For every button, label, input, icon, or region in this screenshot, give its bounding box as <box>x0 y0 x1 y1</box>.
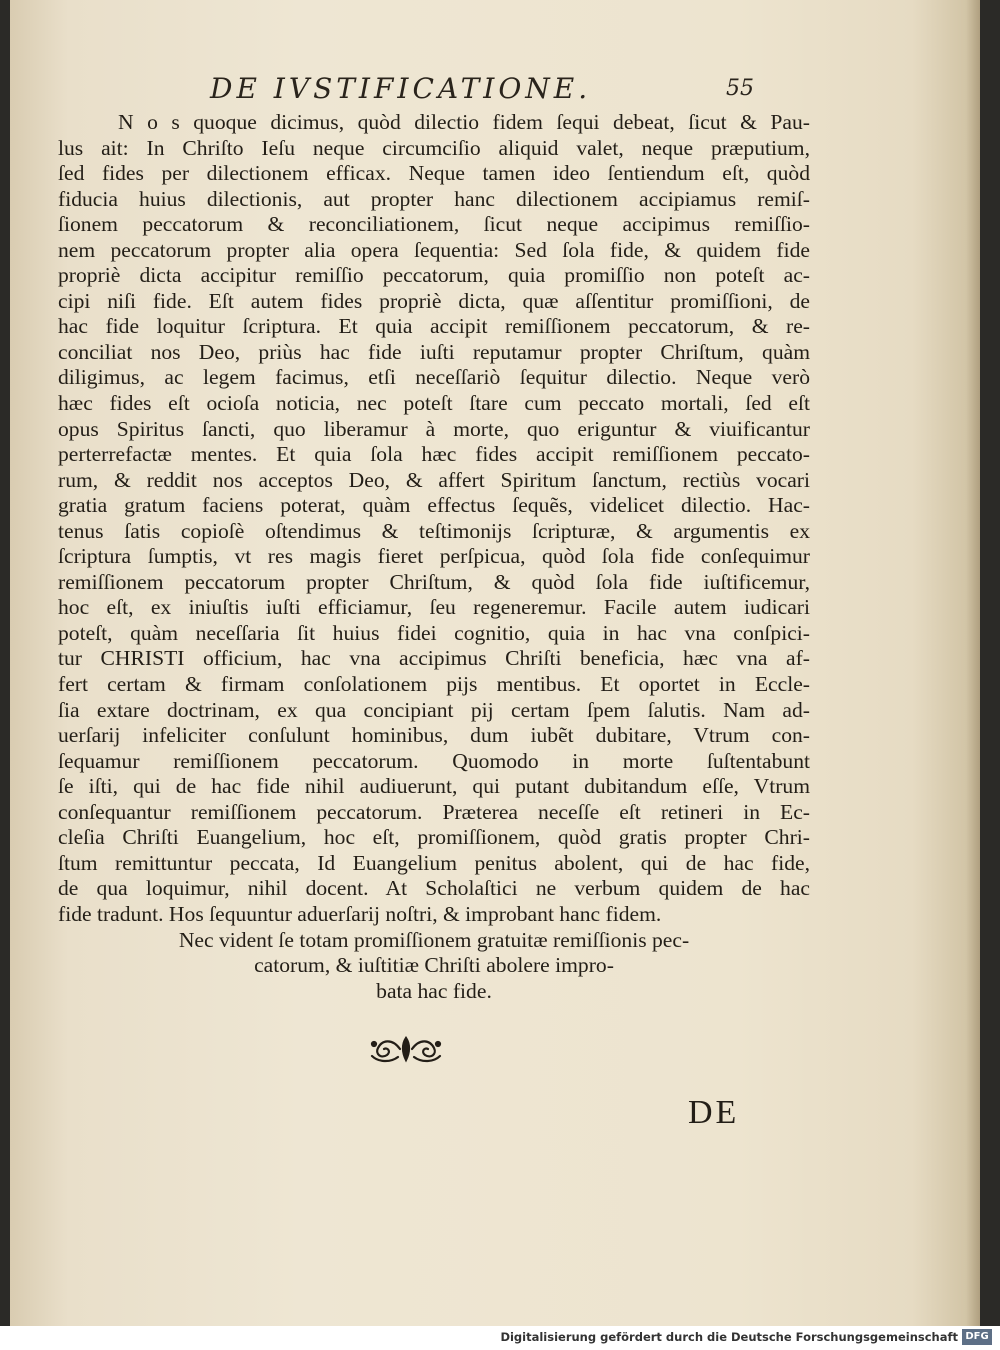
text-line: rum, & reddit nos acceptos Deo, & affert Spiritum ſanctum, rectiùs vocari <box>58 467 810 492</box>
text-line: poteſt, quàm neceſſaria ſit huius fidei cognitio, quia in hac vna conſpici- <box>58 620 810 645</box>
page-edge-shadow <box>966 0 980 1326</box>
text-line: conſequantur remiſſionem peccatorum. Præterea neceſſe eſt retineri in Ec- <box>58 799 810 824</box>
text-line: cipi niſi fide. Eſt autem fides propriè dicta, quæ aſſentitur promiſſioni, de <box>58 288 810 313</box>
text-line: fert certam & firmam conſolationem pijs mentibus. Et oportet in Eccle- <box>58 672 810 697</box>
text-line: gratia gratum faciens poterat, quàm effectus ſequẽs, videlicet dilectio. Hac- <box>58 493 810 518</box>
text-line: propriè dicta accipitur remiſſio peccatorum, quia promiſſio non poteſt ac- <box>58 263 810 288</box>
text-line-taper: catorum, & iuſtitiæ Chriſti abolere impro- <box>254 953 614 978</box>
text-line: nem peccatorum propter alia opera ſequentia: Sed ſola fide, & quidem fide <box>58 237 810 262</box>
text-line: uerſarij infeliciter conſulunt hominibus, dum iubẽt dubitare, Vtrum con- <box>58 723 810 748</box>
text-line: hac fide loquitur ſcriptura. Et quia accipit remiſſionem peccatorum, & re- <box>58 314 810 339</box>
running-head: DE IVSTIFICATIONE. <box>210 72 592 105</box>
text-line: fiducia huius dilectionis, aut propter hanc dilectionem accipiamus remiſ- <box>58 186 810 211</box>
text-line: ſtum remittuntur peccata, Id Euangelium penitus abolent, qui de hac fide, <box>58 850 810 875</box>
body-text <box>58 110 810 1004</box>
text-line: ſequamur remiſſionem peccatorum. Quomodo in morte ſuſtentabunt <box>58 748 810 773</box>
text-line-taper: bata hac fide. <box>376 978 492 1003</box>
text-line: ſionem peccatorum & reconciliationem, ſicut neque accipimus remiſſio- <box>58 212 810 237</box>
page-number: 55 <box>726 76 754 101</box>
text-line: ſe iſti, qui de hac fide nihil audiuerunt, qui putant dubitandum eſſe, Vtrum <box>58 774 810 799</box>
dfg-logo: DFG <box>962 1329 992 1345</box>
text-line: de qua loquimur, nihil docent. At Scholaſtici ne verbum quidem de hac <box>58 876 810 901</box>
text-line: opus Spiritus ſancti, quo liberamur à morte, quo eriguntur & viuificantur <box>58 416 810 441</box>
text-line: hoc eſt, ex iniuſtis iuſti efficiamur, ſeu regeneremur. Facile autem iudicari <box>58 595 810 620</box>
text-line: N o s quoque dicimus, quòd dilectio fidem ſequi debeat, ſicut & Pau- <box>118 110 810 134</box>
text-line-taper: Nec vident ſe totam promiſſionem gratuitæ remiſſionis pec- <box>178 927 690 952</box>
digitization-footer <box>0 1326 1000 1350</box>
text-line: cleſia Chriſti Euangelium, hoc eſt, promiſſionem, quòd gratis propter Chri- <box>58 825 810 850</box>
text-line: remiſſionem peccatorum propter Chriſtum, & quòd ſola fide iuſtificemur, <box>58 569 810 594</box>
text-line: tenus ſatis copioſè oſtendimus & teſtimonijs ſcripturæ, & argumentis ex <box>58 518 810 543</box>
text-line: ſcriptura ſumptis, vt res magis fieret perſpicua, quòd ſola fide conſequimur <box>58 544 810 569</box>
text-line: hæc fides eſt ocioſa noticia, nec poteſt ſtare cum peccato mortali, ſed eſt <box>58 391 810 416</box>
text-line: fide tradunt. Hos ſequuntur aduerſarij noſtri, & improbant hanc fidem. <box>58 901 662 926</box>
text-line: ſed fides per dilectionem efficax. Neque tamen ideo ſentiendum eſt, quòd <box>58 161 810 186</box>
text-line: perterrefactæ mentes. Et quia ſola hæc fides accipit remiſſionem peccato- <box>58 442 810 467</box>
text-line: ſia extare doctrinam, ex qua concipiant pij certam ſpem ſalutis. Nam ad- <box>58 697 810 722</box>
book-page <box>10 0 980 1326</box>
text-line: conciliat nos Deo, priùs hac fide iuſti reputamur propter Chriſtum, quàm <box>58 339 810 364</box>
fleuron-ornament-icon <box>368 1032 444 1066</box>
catchword: DE <box>688 1094 740 1131</box>
text-line: tur CHRISTI officium, hac vna accipimus Chriſti beneficia, hæc vna af- <box>58 646 810 671</box>
text-line: lus ait: In Chriſto Ieſu neque circumciſio aliquid valet, neque præputium, <box>58 135 810 160</box>
text-line: diligimus, ac legem facimus, etſi neceſſariò ſequitur dilectio. Neque verò <box>58 365 810 390</box>
funding-credit: Digitalisierung gefördert durch die Deutsche Forschungsgemeinschaft <box>500 1330 958 1344</box>
